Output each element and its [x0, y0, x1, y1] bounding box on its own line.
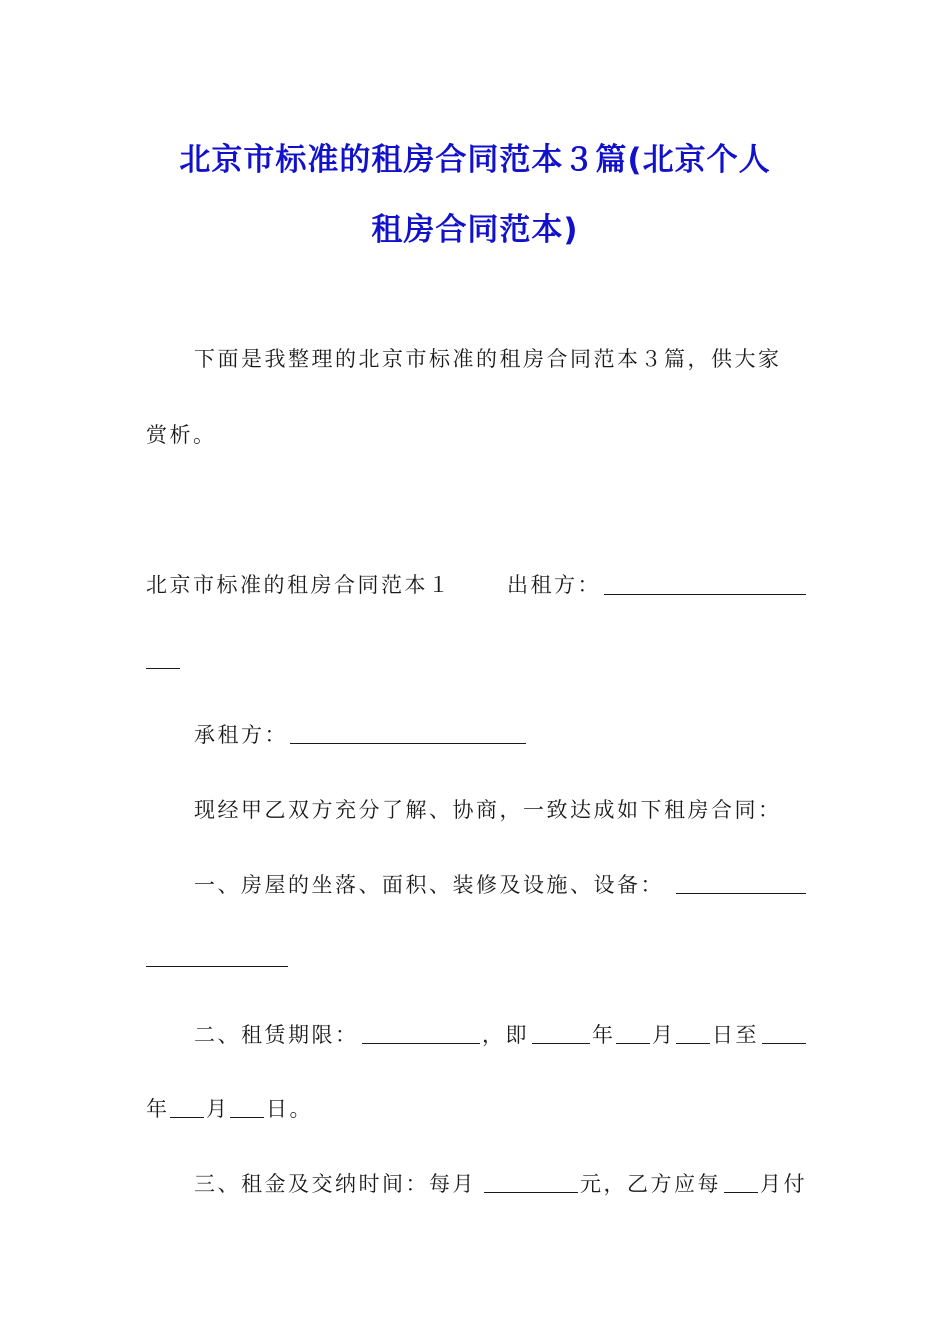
start-month-blank[interactable]	[616, 1043, 650, 1044]
monthly-rent-blank[interactable]	[484, 1192, 578, 1193]
intro-line-2: 赏析。	[146, 423, 217, 447]
clause-2-label: 二、租赁期限：	[194, 1023, 359, 1047]
agreement-text: 现经甲乙双方充分了解、协商，一致达成如下租房合同：	[194, 798, 782, 822]
lessee-blank[interactable]	[290, 743, 526, 744]
end-year-label: 年	[146, 1097, 170, 1121]
clause-1-blank-continued[interactable]	[146, 966, 288, 967]
start-day-blank[interactable]	[676, 1043, 710, 1044]
clause-1-label: 一、房屋的坐落、面积、装修及设施、设备：	[194, 873, 664, 897]
end-month-label: 月	[206, 1097, 230, 1121]
lessee-label: 承租方：	[194, 723, 288, 747]
clause-3-label: 三、租金及交纳时间：每月	[194, 1172, 476, 1196]
clause-1-blank[interactable]	[676, 893, 806, 894]
contract-heading-row	[146, 570, 452, 600]
end-day-blank[interactable]	[230, 1117, 264, 1118]
start-year-label: 年	[592, 1023, 616, 1047]
intro-line-1: 下面是我整理的北京市标准的租房合同范本３篇，供大家	[194, 347, 782, 371]
end-day-label: 日。	[266, 1097, 313, 1121]
clause-3-monthpay: 月付	[760, 1172, 807, 1196]
document-title-line-2: 租房合同范本)	[371, 212, 579, 248]
document-title-line-1: 北京市标准的租房合同范本３篇(北京个人	[179, 142, 771, 178]
start-month-label: 月	[652, 1023, 676, 1047]
lessor-blank[interactable]	[604, 594, 806, 595]
lessor-label: 出租方：	[507, 573, 601, 597]
start-year-blank[interactable]	[532, 1043, 590, 1044]
payment-interval-blank[interactable]	[724, 1192, 758, 1193]
lessor-blank-continued[interactable]	[146, 668, 180, 669]
start-day-to: 日至	[712, 1023, 759, 1047]
clause-3-yuan: 元，乙方应每	[580, 1172, 721, 1196]
end-month-blank[interactable]	[170, 1117, 204, 1118]
clause-2-jin: ，即	[482, 1023, 529, 1047]
end-year-blank[interactable]	[762, 1043, 806, 1044]
lease-term-blank[interactable]	[362, 1043, 480, 1044]
contract-heading: 北京市标准的租房合同范本１	[146, 573, 452, 597]
